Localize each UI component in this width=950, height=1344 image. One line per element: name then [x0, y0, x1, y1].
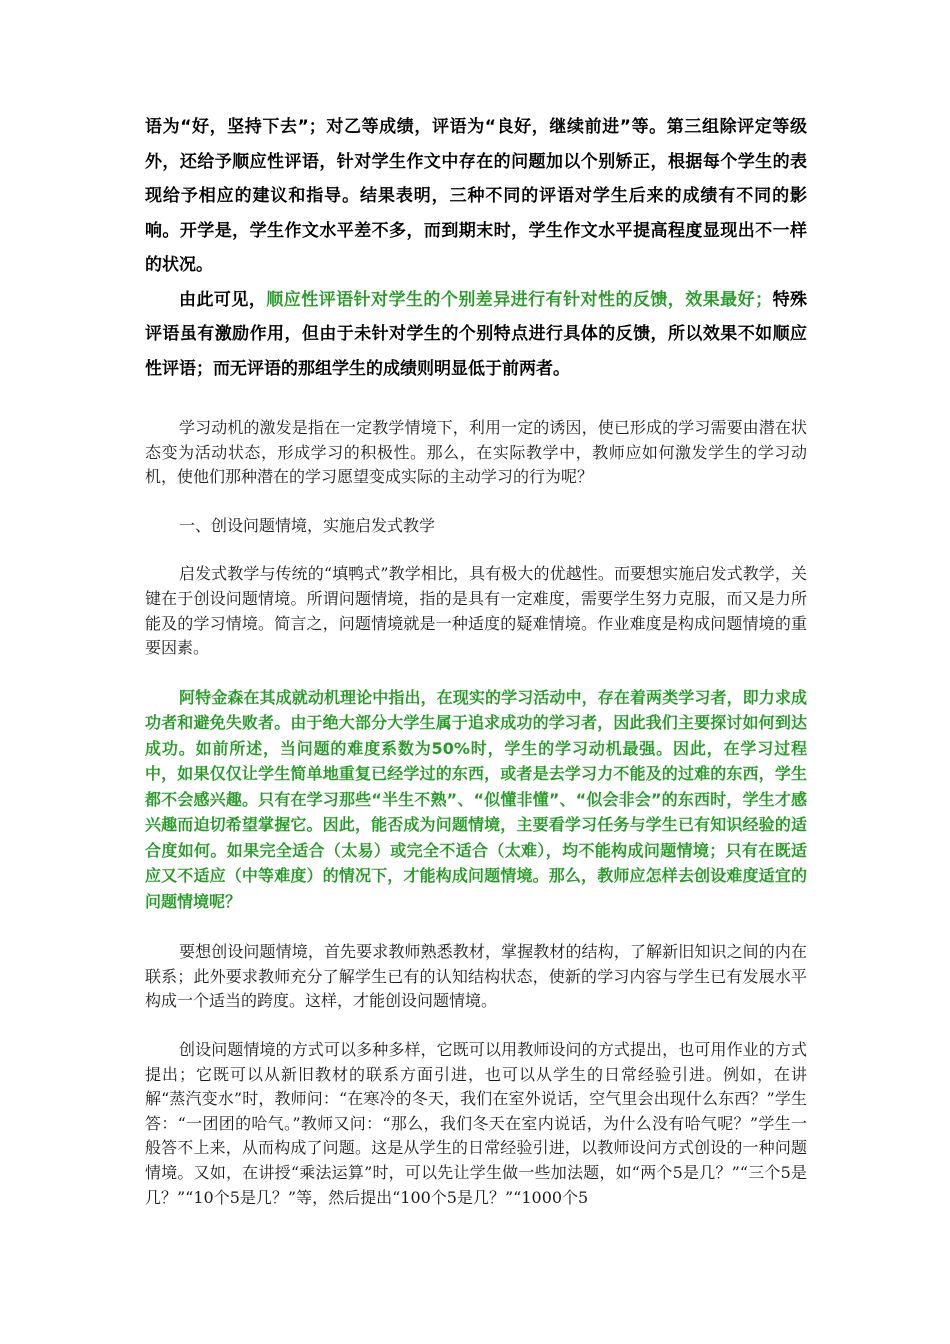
paragraph-intro: 学习动机的激发是指在一定教学情境下，利用一定的诱因，使已形成的学习需要由潜在状态变为活动状态，形成学习的积极性。那么，在实际教学中，教师应如何激发学生的学习动机，使他们那种潜在的学习愿望变成实际的主动学习的行为呢？	[145, 418, 807, 487]
paragraph-grading-experiment: 语为“好，坚持下去”；对乙等成绩，评语为“良好，继续前进”等。第三组除评定等级外，还给予顺应性评语，针对学生作文中存在的问题加以个别矫正，根据每个学生的表现给予相应的建议和指导。结果表明，三种不同的评语对学生后来的成绩有不同的影响。开学是，学生作文水平差不多，而到期末时，学生作文水平提高程度显现出不一样的状况。	[145, 117, 807, 275]
paragraph-familiar-material: 要想创设问题情境，首先要求教师熟悉教材，掌握教材的结构，了解新旧知识之间的内在联系；此外要求教师充分了解学生已有的认知结构状态，使新的学习内容与学生已有发展水平构成一个适当的跨度。这样，才能创设问题情境。	[145, 942, 807, 1011]
paragraph-atkinson-theory: 阿特金森在其成就动机理论中指出，在现实的学习活动中，存在着两类学习者，即力求成功者和避免失败者。由于绝大部分大学生属于追求成功的学习者，因此我们主要探讨如何到达成功。如前所述，当问题的难度系数为50%时，学生的学习动机最强。因此，在学习过程中，如果仅仅让学生简单地重复已经学过的东西，或者是去学习力不能及的过难的东西，学生都不会感兴趣。只有在学习那些“半生不熟”、“似懂非懂”、“似会非会”的东西时，学生才感兴趣而迫切希望掌握它。因此，能否成为问题情境，主要看学习任务与学生已有知识经验的适合度如何。如果完全适合（太易）或完全不适合（太难），均不能构成问题情境；只有在既适应又不适应（中等难度）的情况下，才能构成问题情境。那么，教师应怎样去创设难度适宜的问题情境呢？	[145, 687, 807, 911]
section-heading: 一、创设问题情境，实施启发式教学	[179, 515, 436, 535]
paragraph-heuristic-teaching: 启发式教学与传统的“填鸭式”教学相比，具有极大的优越性。而要想实施启发式教学，关键在于创设问题情境。所谓问题情境，指的是具有一定难度，需要学生努力克服，而又是力所能及的学习情境。简言之，问题情境就是一种适度的疑难情境。作业难度是构成问题情境的重要因素。	[145, 564, 807, 658]
paragraph-conclusion	[145, 283, 807, 387]
conclusion-lead: 由此可见，	[179, 289, 267, 310]
top-bold-section	[145, 110, 807, 386]
paragraph-methods: 创设问题情境的方式可以多种多样，它既可以用教师设问的方式提出，也可用作业的方式提出；它既可以从新旧教材的联系方面引进，也可以从学生的日常经验引进。例如，在讲解“蒸汽变水”时，教师问：“在寒冷的冬天，我们在室外说话，空气里会出现什么东西？”学生答：“一团团的哈气。”教师又问：“那么，我们冬天在室内说话，为什么没有哈气呢？”学生一般答不上来，从而构成了问题。这是从学生的日常经验引进，以教师设问方式创设的一种问题情境。又如，在讲授“乘法运算”时，可以先让学生做一些加法题，如“两个5是几？”“三个5是几？”“10个5是几？”等，然后提出“100个5是几？”“1000个5	[145, 1040, 807, 1207]
main-text-section	[145, 416, 807, 1234]
conclusion-highlight: 顺应性评语针对学生的个别差异进行有针对性的反馈，效果最好；	[266, 289, 773, 310]
conclusion-rest: 特殊评语虽有激励作用，但由于未针对学生的个别特点进行具体的反馈，所以效果不如顺应性评语；而无评语的那组学生的成绩则明显低于前两者。	[145, 289, 808, 379]
